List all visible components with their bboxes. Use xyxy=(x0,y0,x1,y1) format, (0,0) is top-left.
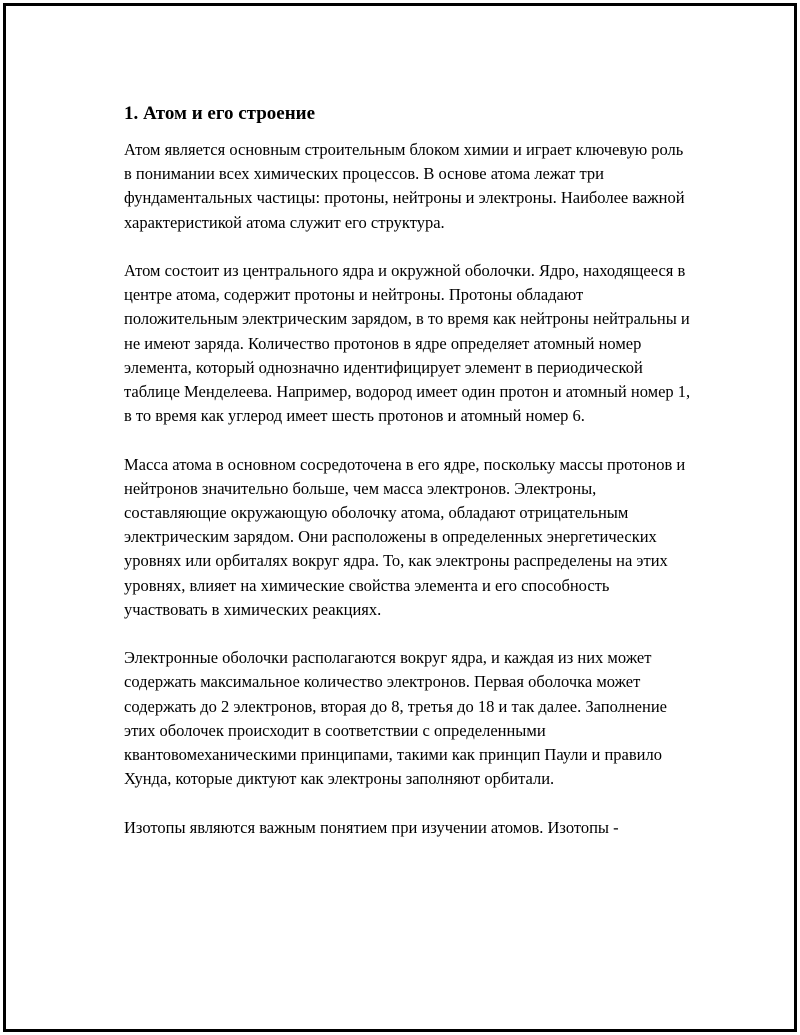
section-heading: 1. Атом и его строение xyxy=(124,103,316,124)
page-frame xyxy=(3,3,797,1032)
paragraph-2: Атом состоит из центрального ядра и окружной оболочки. Ядро, находящееся в центре атома, содержит протоны и нейтроны. Протоны обладают положительным электрическим зарядом, в то время как нейтроны нейтральны и не имеют заряда. Количество протонов в ядре определяет атомный номер элемента, который однозначно идентифицирует элемент в периодической таблице Менделеева. Например, водород имеет один протон и атомный номер 1, в то время как углерод имеет шесть протонов и атомный номер 6. xyxy=(124,261,691,426)
document-body xyxy=(124,102,694,864)
paragraph-5: Изотопы являются важным понятием при изучении атомов. Изотопы - xyxy=(124,817,619,837)
paragraph-4: Электронные оболочки располагаются вокруг ядра, и каждая из них может содержать максимальное количество электронов. Первая оболочка может содержать до 2 электронов, вторая до 8, третья до 18 и так далее. Заполнение этих оболочек происходит в соответствии с определенными квантовомеханическими принципами, такими как принцип Паули и правило Хунда, которые диктуют как электроны заполняют орбитали. xyxy=(124,648,667,789)
paragraph-1: Атом является основным строительным блоком химии и играет ключевую роль в понимании всех химических процессов. В основе атома лежат три фундаментальных частицы: протоны, нейтроны и электроны. Наиболее важной характеристикой атома служит его структура. xyxy=(124,140,685,232)
paragraph-3: Масса атома в основном сосредоточена в его ядре, поскольку массы протонов и нейтронов значительно больше, чем масса электронов. Электроны, составляющие окружающую оболочку атома, обладают отрицательным электрическим зарядом. Они расположены в определенных энергетических уровнях или орбиталях вокруг ядра. То, как электроны распределены на этих уровнях, влияет на химические свойства элемента и его способность участвовать в химических реакциях. xyxy=(124,454,686,619)
